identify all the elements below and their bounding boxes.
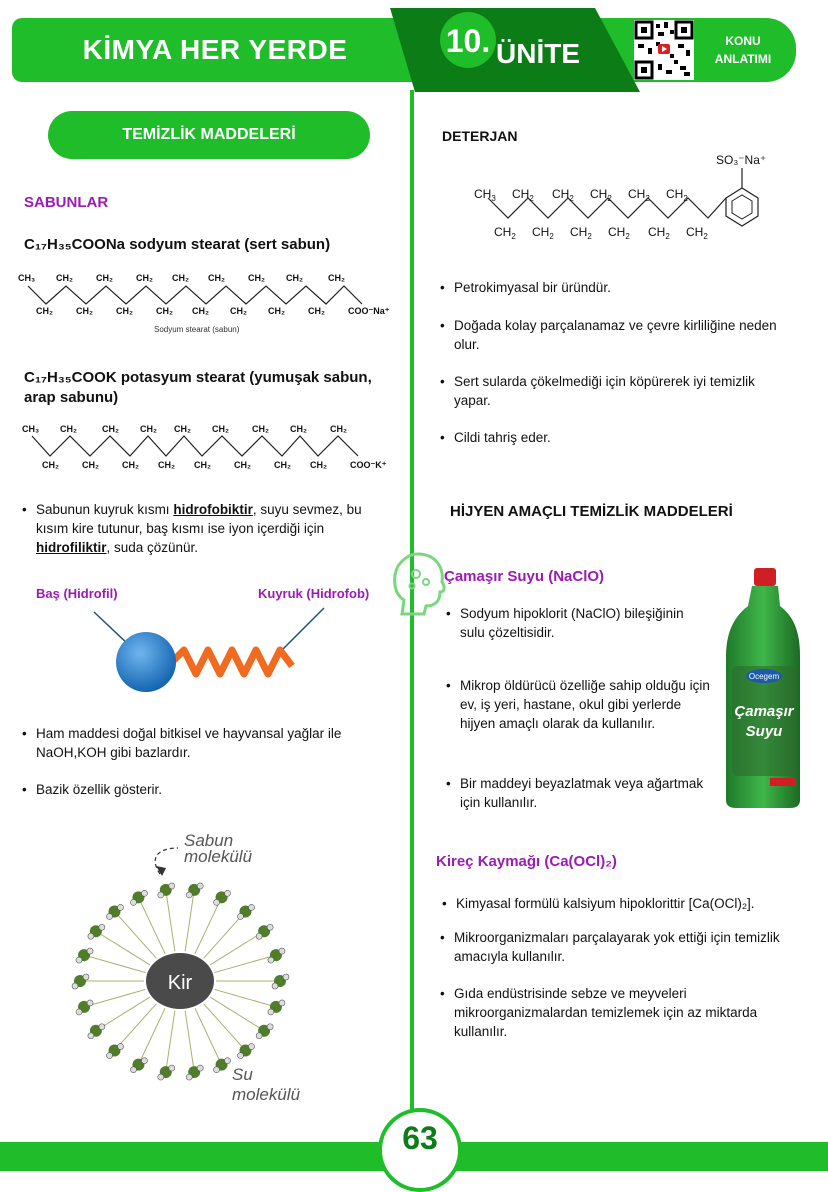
page-number: 63: [402, 1120, 438, 1156]
chain-ch2: CH₂: [308, 306, 325, 316]
svg-text:CH2: $CH_2$: [686, 225, 708, 241]
bullet-dogada: • Doğada kolay parçalanamaz ve çevre kirliliğine neden olur.: [454, 316, 794, 354]
bullet-gida: • Gıda endüstrisinde sebze ve meyveleri mikroorganizmalardan temizlemek için az miktarda kullanılır.: [454, 984, 794, 1041]
micelle-tail: [115, 911, 157, 958]
chain-ch2: CH₂: [96, 273, 113, 283]
soap-head: [272, 974, 289, 989]
qr-code-icon[interactable]: [634, 20, 694, 80]
chain-ch2: CH₂: [136, 273, 153, 283]
formula-sodyum-stearat: C₁₇H₃₅COONa sodyum stearat (sert sabun): [24, 236, 331, 253]
chain-ch2: CH₂: [172, 273, 189, 283]
chain-ch2: CH₂: [156, 306, 173, 316]
svg-text:CH₂: CH₂: [42, 460, 59, 470]
kuyruk-hidrofob-label: Kuyruk (Hidrofob): [258, 586, 370, 601]
hijyen-heading: HİJYEN AMAÇLI TEMİZLİK MADDELERİ: [450, 503, 733, 520]
deterjan-heading: DETERJAN: [442, 128, 518, 144]
chain-ch2: CH₂: [116, 306, 133, 316]
svg-text:CH2: $CH_2$: [494, 225, 516, 241]
bullet-mikroorganizma: • Mikroorganizmaları parçalayarak yok ettiği için temizlik amacıyla kullanılır.: [454, 928, 784, 966]
soap-head: [186, 883, 203, 898]
soap-head: [158, 1065, 175, 1080]
bullet-petrokimyasal: • Petrokimyasal bir üründür.: [454, 278, 794, 297]
chain-ch2: CH₂: [286, 273, 303, 283]
soap-head: [214, 890, 231, 905]
svg-text:CH₂: CH₂: [330, 424, 347, 434]
soap-head: [237, 1044, 254, 1059]
micelle-tail: [84, 955, 145, 972]
svg-text:CH₂: CH₂: [290, 424, 307, 434]
svg-text:CH2: $CH_2$: [512, 187, 534, 203]
svg-text:CH₂: CH₂: [212, 424, 229, 434]
svg-text:CH2: $CH_2$: [532, 225, 554, 241]
chain-ch2: CH₂: [76, 306, 93, 316]
soap-molecule-diagram: [80, 604, 340, 694]
svg-text:CH₂: CH₂: [252, 424, 269, 434]
svg-text:CH₂: CH₂: [60, 424, 77, 434]
svg-text:CH₂: CH₂: [140, 424, 157, 434]
bottle-word2: Suyu: [745, 723, 783, 740]
bullet-kalsiyum: • Kimyasal formülü kalsiyum hipoklorittir [Ca(OCl)₂].: [456, 894, 796, 913]
su-molekulu-label-2: molekülü: [232, 1085, 301, 1104]
svg-text:CH2: $CH_2$: [552, 187, 574, 203]
svg-text:CH₂: CH₂: [122, 460, 139, 470]
bleach-bottle-image: [724, 566, 804, 810]
header-title: KİMYA HER YERDE: [82, 34, 348, 65]
svg-text:CH2: $CH_2$: [628, 187, 650, 203]
bullet-bazik: • Bazik özellik gösterir.: [36, 780, 386, 799]
bullet-sodyum-hipoklorit: • Sodyum hipoklorit (NaClO) bileşiğinin sulu çözeltisidir.: [460, 604, 710, 642]
konu-anlatimi-label: KONU ANLATIMI: [714, 34, 772, 66]
micelle-tail: [166, 1011, 175, 1072]
chain-ch3: CH₃: [18, 273, 36, 283]
chain-ch2: CH₂: [56, 273, 73, 283]
micelle-tail: [138, 1008, 165, 1064]
micelle-tail: [96, 931, 150, 965]
soap-head: [256, 1024, 273, 1039]
soap-head: [76, 948, 93, 963]
micelle-tail: [204, 1004, 246, 1051]
potasyum-stearat-chain: [18, 422, 398, 472]
micelle-tail: [215, 955, 276, 972]
soap-head: [130, 1058, 147, 1073]
soap-head: [107, 1044, 124, 1059]
micelle-tail: [84, 989, 145, 1006]
bullet-beyazlatmak: • Bir maddeyi beyazlatmak veya ağartmak için kullanılır.: [460, 774, 710, 812]
micelle-tail: [138, 897, 165, 953]
head-thinking-icon: [388, 548, 448, 618]
svg-text:CH2: $CH_2$: [608, 225, 630, 241]
micelle-tail: [210, 997, 264, 1031]
soap-head: [214, 1058, 231, 1073]
micelle-tail: [166, 890, 175, 951]
svg-text:CH₂: CH₂: [274, 460, 291, 470]
bullet-cildi: • Cildi tahriş eder.: [454, 428, 794, 447]
soap-head: [88, 1024, 105, 1039]
svg-text:CH2: $CH_2$: [648, 225, 670, 241]
bullet-ham-madde: • Ham maddesi doğal bitkisel ve hayvansal yağlar ile NaOH,KOH gibi bazlardır.: [36, 724, 386, 762]
bullet-sert-sular: • Sert sularda çökelmediği için köpürerek iyi temizlik yapar.: [454, 372, 794, 410]
so3na-label: SO₃⁻Na⁺: [716, 153, 767, 167]
soap-head: [268, 1000, 285, 1015]
sodyum-stearat-chain: [14, 270, 399, 336]
sabunlar-heading: SABUNLAR: [24, 194, 109, 211]
svg-text:CH3: $CH_3$: [474, 187, 496, 203]
bas-hidrofil-label: Baş (Hidrofil): [36, 586, 118, 601]
soap-head: [76, 1000, 93, 1015]
section-pill-temizlik: TEMİZLİK MADDELERİ: [48, 111, 370, 159]
soap-head: [268, 948, 285, 963]
bottle-word1: Çamaşır: [734, 703, 794, 720]
chain-ch2: CH₂: [248, 273, 265, 283]
bullet-kuyruk-bas: • Sabunun kuyruk kısmı hidrofobiktir, suyu sevmez, bu kısım kire tutunur, baş kısmı ise iyon içerdiği için hidrofiliktir, suda çözünür.: [36, 500, 386, 557]
micelle-tail: [185, 1011, 194, 1072]
svg-text:CH2: $CH_2$: [570, 225, 592, 241]
sabun-molekulu-label-1: Sabun: [184, 831, 234, 850]
svg-text:CH₂: CH₂: [82, 460, 99, 470]
chain-caption: Sodyum stearat (sabun): [154, 325, 240, 334]
svg-text:CH₃: CH₃: [22, 424, 40, 434]
svg-text:CH₂: CH₂: [174, 424, 191, 434]
bullet-mikrop: • Mikrop öldürücü özelliğe sahip olduğu için ev, iş yeri, hastane, okul gibi yerlerde hijyen amaçlı olarak da kullanılır.: [460, 676, 710, 733]
su-molekulu-label-1: Su: [232, 1065, 253, 1084]
soap-head: [88, 924, 105, 939]
unit-word: ÜNİTE: [496, 38, 580, 69]
kir-label: Kir: [167, 972, 193, 994]
chain-ch2: CH₂: [268, 306, 285, 316]
svg-text:CH2: $CH_2$: [666, 187, 688, 203]
soap-head: [107, 904, 124, 919]
svg-text:CH₂: CH₂: [158, 460, 175, 470]
chain-ch2: CH₂: [192, 306, 209, 316]
micelle-diagram: [60, 826, 350, 1116]
svg-text:CH₂: CH₂: [194, 460, 211, 470]
unit-number: 10.: [445, 23, 491, 59]
svg-text:CH₂: CH₂: [310, 460, 327, 470]
chain-end-cook: COO⁻K⁺: [350, 460, 387, 470]
micelle-tail: [195, 897, 222, 953]
chain-end-coona: COO⁻Na⁺: [348, 306, 390, 316]
micelle-tail: [195, 1008, 222, 1064]
soap-head: [158, 883, 175, 898]
svg-text:CH2: $CH_2$: [590, 187, 612, 203]
chain-ch2: CH₂: [328, 273, 345, 283]
sabun-molekulu-label-2: molekülü: [184, 847, 253, 866]
deterjan-structure: [466, 146, 786, 246]
micelle-tail: [215, 989, 276, 1006]
kirec-kaymagi-heading: Kireç Kaymağı (Ca(OCl)₂): [436, 853, 617, 870]
bottle-brand: Ocegem: [748, 672, 780, 681]
chain-ch2: CH₂: [36, 306, 53, 316]
hydrophilic-head: [116, 632, 176, 692]
soap-head: [256, 924, 273, 939]
micelle-tail: [185, 890, 194, 951]
soap-head: [130, 890, 147, 905]
soap-head: [237, 904, 254, 919]
camasir-suyu-heading: Çamaşır Suyu (NaClO): [444, 568, 605, 585]
svg-text:CH₂: CH₂: [102, 424, 119, 434]
chain-ch2: CH₂: [208, 273, 225, 283]
formula-potasyum-stearat: C₁₇H₃₅COOK potasyum stearat (yumuşak sabun, arap sabunu): [24, 369, 372, 406]
chain-ch2: CH₂: [230, 306, 247, 316]
soap-head: [186, 1065, 203, 1080]
svg-text:CH₂: CH₂: [234, 460, 251, 470]
